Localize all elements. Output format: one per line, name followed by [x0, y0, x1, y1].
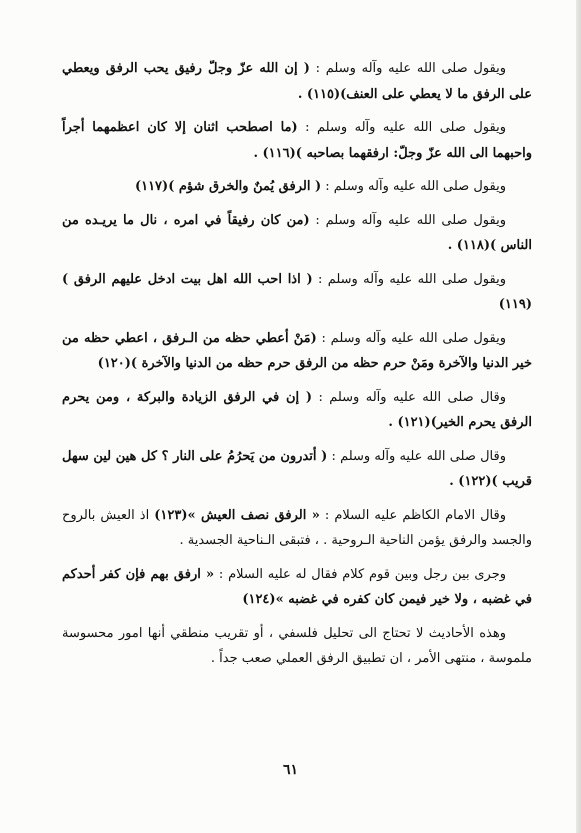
paragraph-1: [62, 56, 532, 107]
paragraph-intro: ويقول صلى الله عليه وآله وسلم :: [316, 330, 506, 346]
paragraph-intro: وقال الامام الكاظم عليه السلام :: [319, 507, 506, 523]
paragraph-intro: ويقول صلى الله عليه وآله وسلم :: [312, 271, 506, 287]
paragraph-3: [62, 174, 532, 200]
paragraph-7: [62, 385, 532, 436]
paragraph-intro: وقال صلى الله عليه وآله وسلم :: [327, 448, 506, 464]
hadith-quote: (من كان رفيقاً في امره ، نال ما يريـده من الناس )(١١٨) .: [62, 212, 532, 253]
paragraph-6: [62, 326, 532, 377]
paragraph-4: [62, 208, 532, 259]
hadith-quote: ( أتدرون من يَحرُمُ على النار ؟ كل هين لين سهل قريب )(١٢٢) .: [62, 448, 532, 489]
paragraph-intro: ويقول صلى الله عليه وآله وسلم :: [321, 179, 506, 194]
paragraph-10: [62, 562, 532, 613]
hadith-quote: (ما اصطحب اثنان إلا كان اعظمهما أجراً واحبهما الى الله عزّ وجلّ: ارفقهما بصاحبه )(١١٦) .: [62, 120, 532, 161]
hadith-quote: « الرفق نصف العيش »(١٢٣): [154, 507, 320, 523]
page-edge: [576, 0, 581, 833]
paragraph-outro: اذ العيش بالروح والجسد والرفق يؤمن الناحية الـروحية . ، فتبقى الـناحية الجسدية .: [62, 507, 532, 548]
paragraph-text: وهذه الأحاديث لا تحتاج الى تحليل فلسفي ، أو تقريب منطقي أنها امور محسوسة ملموسة ، منتهى الأمر ، ان تطبيق الرفق العملي صعب جداً .: [62, 625, 532, 666]
hadith-quote: ( اذا احب الله اهل بيت ادخل عليهم الرفق )(١١٩): [62, 271, 532, 312]
paragraph-11: [62, 621, 532, 672]
hadith-quote: ( إن في الرفق الزيادة والبركة ، ومن يحرم الرفق يحرم الخير)(١٢١) .: [62, 389, 532, 430]
hadith-quote: (مَنْ أعطي حظه من الـرفق ، اعطي حظه من خير الدنيا والآخرة ومَنْ حرم حظه من الرفق حرم حظه من الدنيا والآخرة )(١٢٠): [62, 330, 532, 371]
hadith-quote: « ارفق بهم فإن كفر أحدكم في غضبه ، ولا خير فيمن كان كفره في غضبه »(١٢٤): [62, 566, 532, 607]
paragraph-5: [62, 267, 532, 318]
paragraph-8: [62, 444, 532, 495]
paragraph-intro: وجرى بين رجل وبين قوم كلام فقال له عليه السلام :: [214, 566, 507, 582]
paragraph-intro: ويقول صلى الله عليه وآله وسلم :: [309, 212, 506, 228]
hadith-quote: ( الرفق يُمنٌ والخرق شؤم )(١١٧): [134, 179, 322, 194]
page-body: [62, 56, 532, 680]
page-number: ٦١: [282, 762, 299, 778]
paragraph-intro: ويقول صلى الله عليه وآله وسلم :: [309, 61, 507, 76]
paragraph-9: [62, 503, 532, 554]
paragraph-2: [62, 115, 532, 166]
paragraph-intro: وقال صلى الله عليه وآله وسلم :: [312, 389, 506, 405]
paragraph-intro: ويقول صلى الله عليه وآله وسلم :: [297, 120, 506, 135]
hadith-quote: ( إن الله عزّ وجلّ رفيق يحب الرفق ويعطي على الرفق ما لا يعطي على العنف)(١١٥) .: [62, 61, 532, 102]
